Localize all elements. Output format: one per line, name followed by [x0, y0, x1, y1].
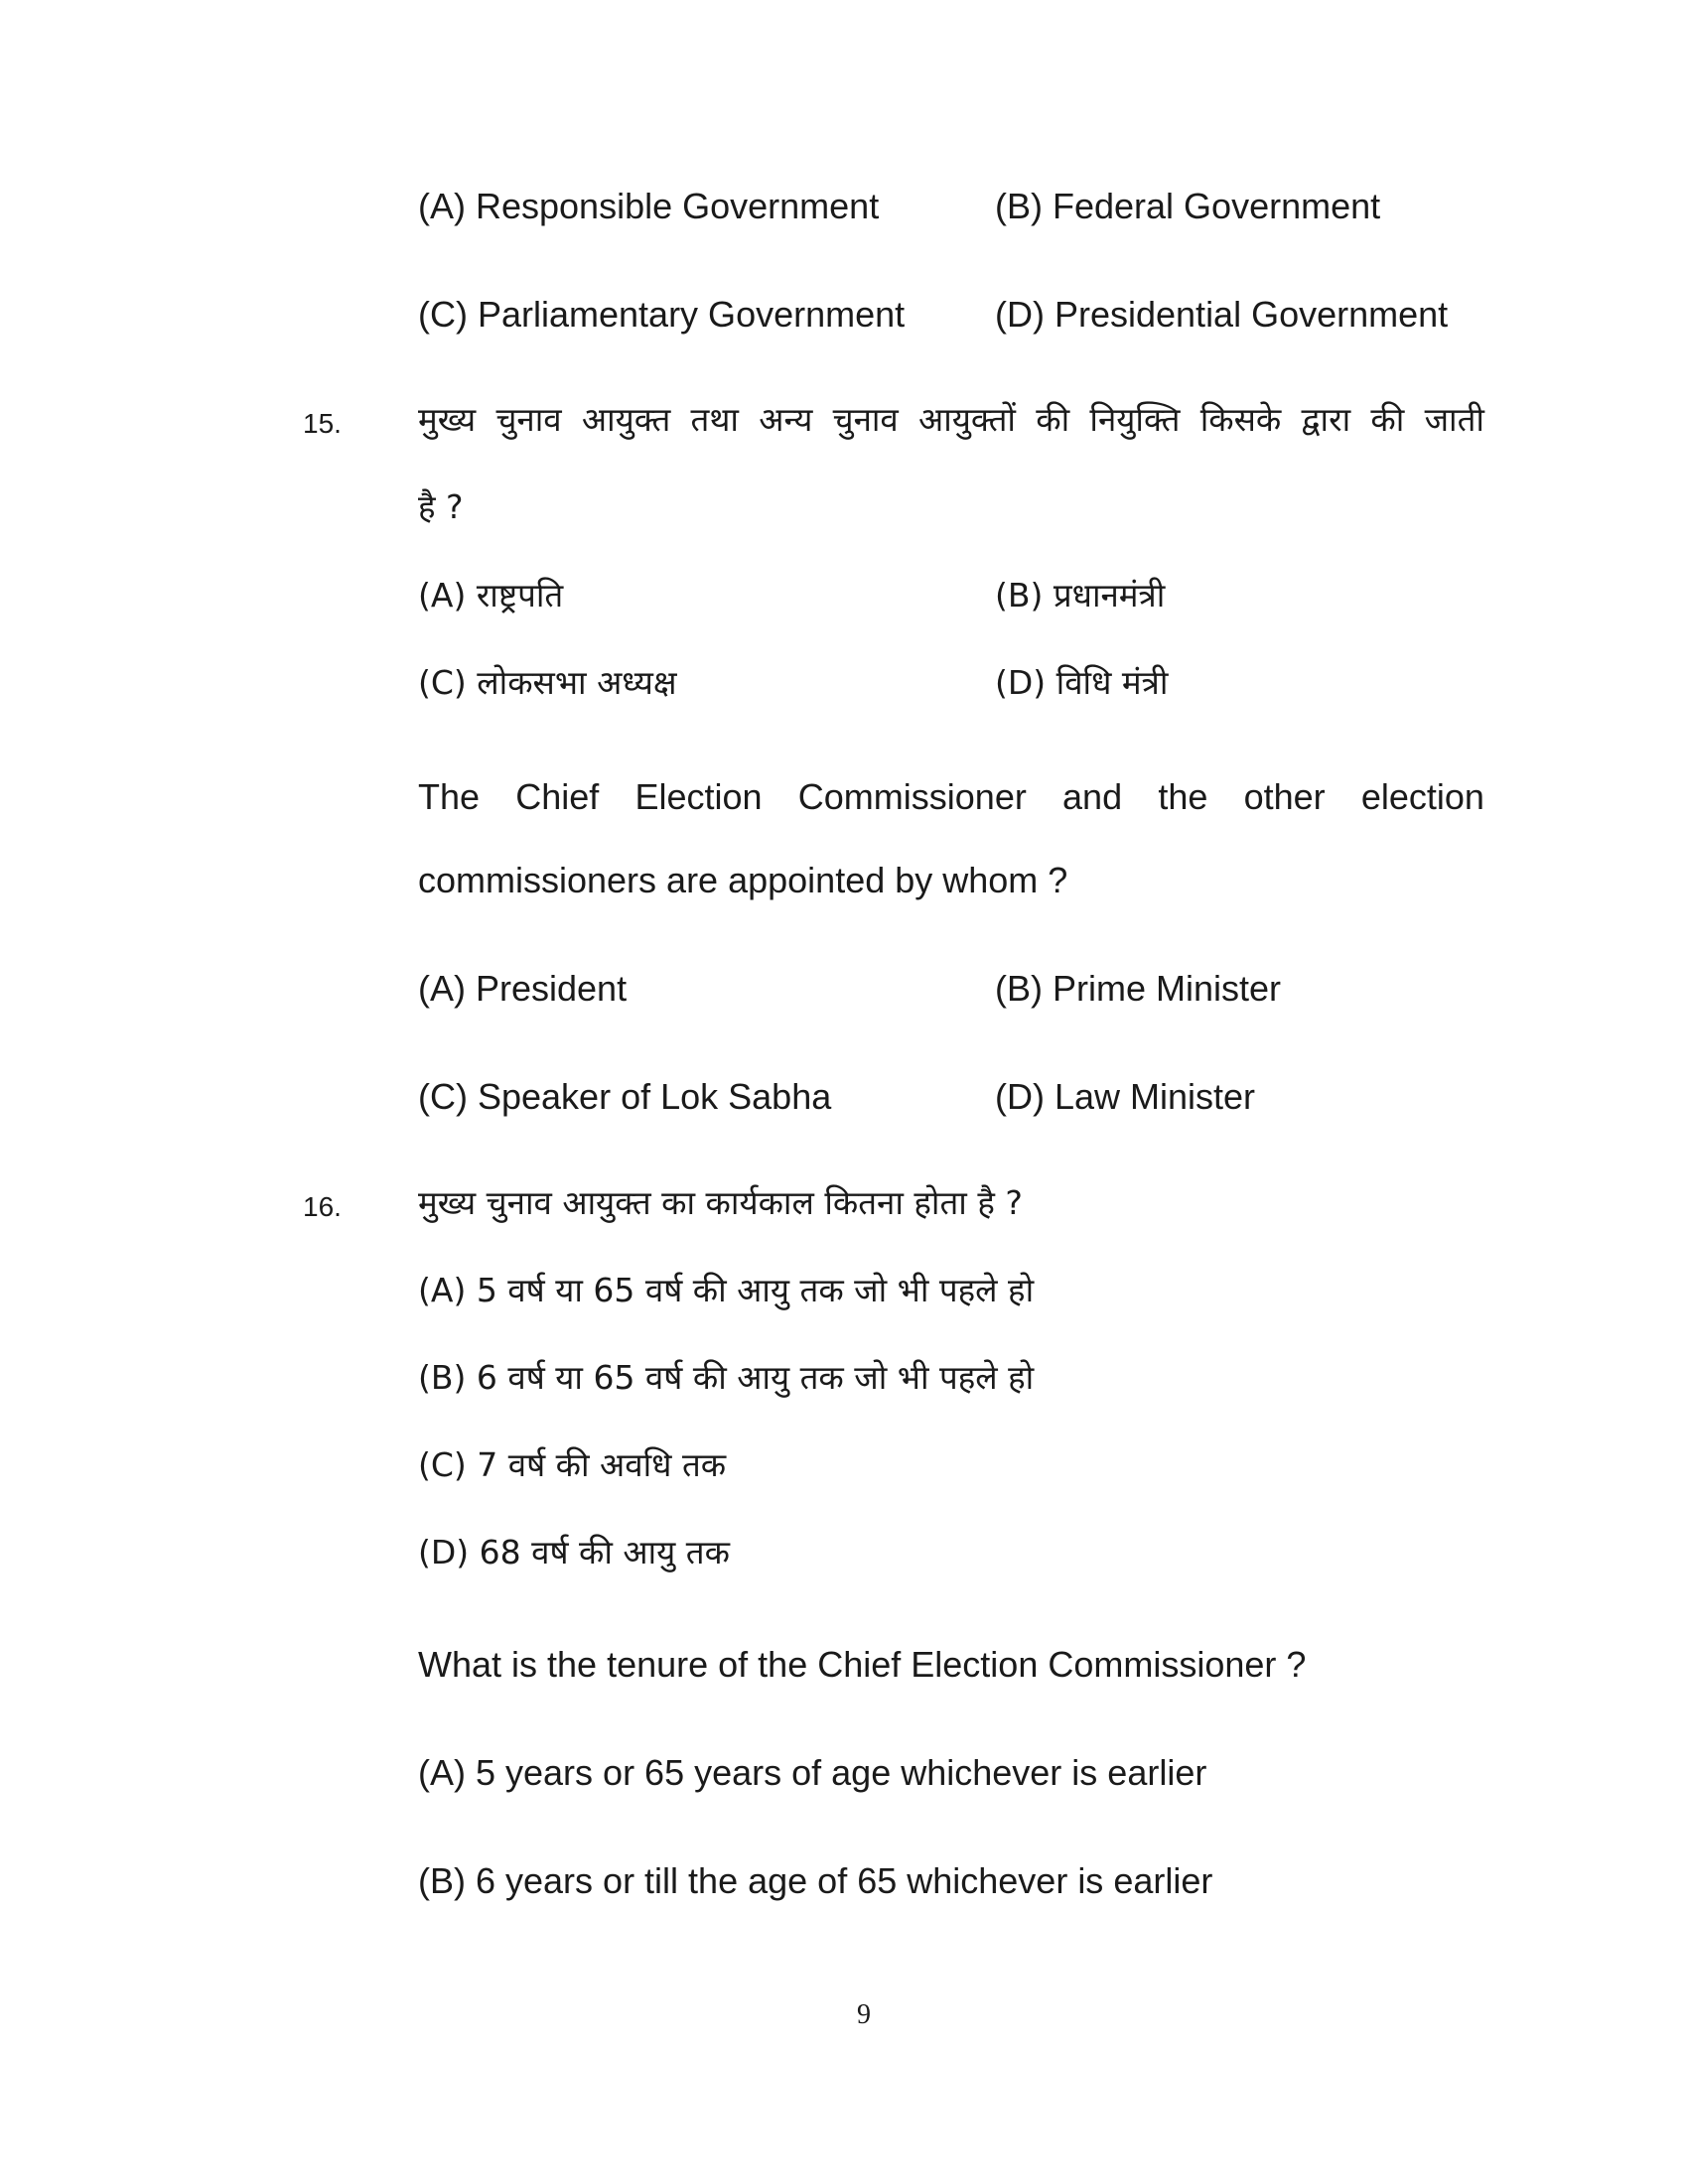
q14-option-c: (C) Parliamentary Government	[418, 294, 906, 335]
q15-hi-word: चुनाव	[832, 400, 899, 439]
q15-question-hindi-line2: है ?	[418, 487, 464, 526]
q15-hi-word: आयुक्त	[581, 400, 671, 439]
q15-hi-word: मुख्य	[418, 400, 477, 439]
q15-en-word: The	[418, 776, 481, 817]
q15-en-word: and	[1062, 776, 1123, 817]
q15-en-word: Chief	[515, 776, 600, 817]
q15-hi-word: चुनाव	[495, 400, 562, 439]
q14-option-d: (D) Presidential Government	[995, 294, 1449, 335]
q15-hi-word: अन्य	[759, 400, 813, 439]
q15-question-hindi-line1	[418, 400, 1484, 439]
q14-option-b: (B) Federal Government	[995, 186, 1381, 226]
q15-en-word: the	[1158, 776, 1208, 817]
q15-hi-word: तथा	[690, 400, 739, 439]
q16-question-english: What is the tenure of the Chief Election Commissioner ?	[418, 1644, 1307, 1685]
q16-number: 16.	[303, 1191, 342, 1222]
q15-number: 15.	[303, 408, 342, 439]
q14-option-a: (A) Responsible Government	[418, 186, 880, 226]
q16-option-hindi-a: (A) 5 वर्ष या 65 वर्ष की आयु तक जो भी पहले हो	[418, 1271, 1035, 1309]
q15-hi-word: आयुक्तों	[918, 400, 1016, 439]
q16-option-hindi-c: (C) 7 वर्ष की अवधि तक	[418, 1445, 727, 1484]
q15-en-word: election	[1360, 776, 1484, 817]
q16-option-hindi-b: (B) 6 वर्ष या 65 वर्ष की आयु तक जो भी पहले हो	[418, 1358, 1035, 1397]
q15-hi-word: किसके	[1199, 400, 1282, 439]
q15-option-c: (C) Speaker of Lok Sabha	[418, 1076, 832, 1117]
q16-question-hindi: मुख्य चुनाव आयुक्त का कार्यकाल कितना होता है ?	[418, 1183, 1023, 1222]
q15-question-english-line2: commissioners are appointed by whom ?	[418, 860, 1068, 900]
q15-hi-word: की	[1370, 400, 1405, 439]
q15-en-word: Election	[634, 776, 763, 817]
q16-option-hindi-d: (D) 68 वर्ष की आयु तक	[418, 1533, 730, 1571]
q15-en-word: other	[1243, 776, 1326, 817]
q15-hi-word: की	[1036, 400, 1070, 439]
q15-hi-word: जाती	[1424, 400, 1484, 439]
q15-question-english-line1	[418, 776, 1484, 817]
q15-en-word: Commissioner	[797, 776, 1027, 817]
q15-option-d: (D) Law Minister	[995, 1076, 1256, 1117]
q15-hi-word: नियुक्ति	[1089, 400, 1181, 439]
page-number: 9	[857, 1999, 871, 2030]
q15-option-hindi-b: (B) प्रधानमंत्री	[995, 576, 1166, 614]
q15-hi-word: द्वारा	[1301, 400, 1351, 439]
q15-option-a: (A) President	[418, 968, 628, 1009]
q16-option-a: (A) 5 years or 65 years of age whichever is earlier	[418, 1752, 1207, 1793]
q15-option-hindi-c: (C) लोकसभा अध्यक्ष	[418, 663, 677, 702]
q15-option-hindi-a: (A) राष्ट्रपति	[418, 576, 564, 614]
q15-option-hindi-d: (D) विधि मंत्री	[995, 663, 1169, 702]
q15-option-b: (B) Prime Minister	[995, 968, 1282, 1009]
q16-option-b: (B) 6 years or till the age of 65 whichever is earlier	[418, 1860, 1213, 1901]
